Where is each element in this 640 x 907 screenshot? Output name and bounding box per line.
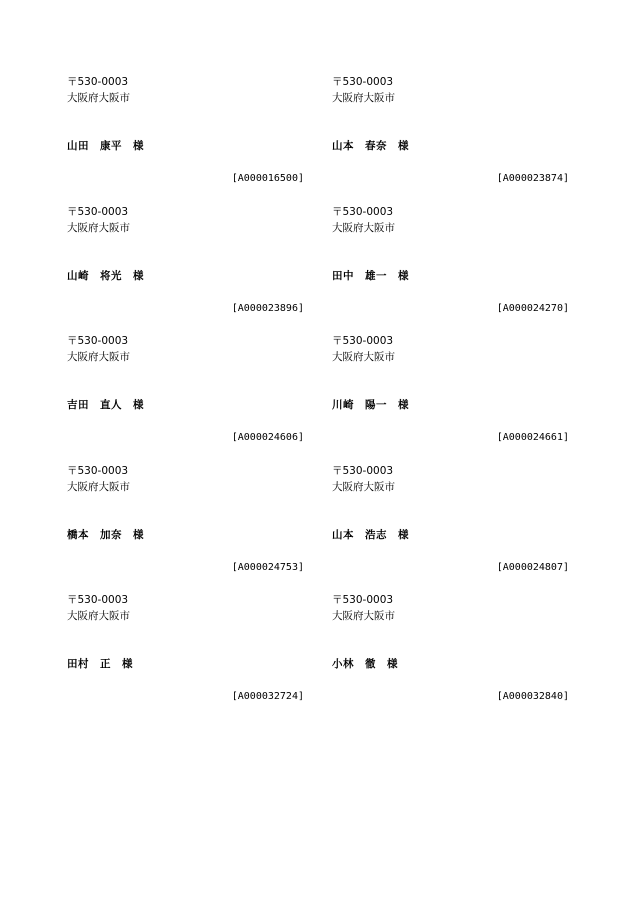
address-text: 大阪府大阪市 — [67, 351, 130, 363]
address-label — [332, 593, 569, 723]
customer-code: [A000024661] — [496, 432, 569, 443]
address-label — [332, 334, 569, 464]
postal-code: 〒530-0003 — [67, 205, 129, 218]
postal-code: 〒530-0003 — [332, 205, 394, 218]
address-text: 大阪府大阪市 — [67, 610, 130, 622]
address-label — [67, 75, 304, 205]
address-text: 大阪府大阪市 — [67, 92, 130, 104]
address-label — [67, 205, 304, 335]
recipient-name: 小林 徹 様 — [332, 658, 398, 670]
postal-code: 〒530-0003 — [67, 594, 129, 606]
postal-code: 〒530-0003 — [332, 76, 394, 88]
recipient-name: 山崎 将光 様 — [67, 269, 144, 282]
address-label — [67, 464, 304, 594]
postal-code: 〒530-0003 — [332, 594, 394, 606]
address-text: 大阪府大阪市 — [67, 221, 130, 234]
recipient-name: 山田 康平 様 — [67, 140, 144, 152]
recipient-name: 田村 正 様 — [67, 658, 133, 670]
postal-code: 〒530-0003 — [67, 76, 129, 88]
recipient-name: 吉田 直人 様 — [67, 399, 144, 411]
customer-code: [A000032724] — [231, 691, 304, 702]
postal-code: 〒530-0003 — [332, 464, 394, 477]
address-text: 大阪府大阪市 — [332, 92, 395, 104]
recipient-name: 川崎 陽一 様 — [332, 399, 409, 411]
customer-code: [A000023896] — [231, 302, 304, 314]
address-text: 大阪府大阪市 — [332, 610, 395, 622]
address-text: 大阪府大阪市 — [332, 221, 395, 234]
recipient-name: 山本 春奈 様 — [332, 140, 409, 152]
customer-code: [A000024606] — [231, 432, 304, 443]
address-label — [332, 205, 569, 335]
address-text: 大阪府大阪市 — [67, 480, 130, 493]
customer-code: [A000032840] — [496, 691, 569, 702]
customer-code: [A000024270] — [496, 302, 569, 314]
recipient-name: 田中 雄一 様 — [332, 269, 409, 282]
customer-code: [A000024807] — [496, 561, 569, 573]
customer-code: [A000024753] — [231, 561, 304, 573]
customer-code: [A000023874] — [496, 173, 569, 184]
recipient-name: 山本 浩志 様 — [332, 528, 409, 541]
label-grid — [67, 75, 597, 723]
address-label — [332, 464, 569, 594]
customer-code: [A000016500] — [231, 173, 304, 184]
address-label — [67, 593, 304, 723]
postal-code: 〒530-0003 — [332, 335, 394, 347]
address-label — [332, 75, 569, 205]
address-text: 大阪府大阪市 — [332, 351, 395, 363]
postal-code: 〒530-0003 — [67, 335, 129, 347]
address-text: 大阪府大阪市 — [332, 480, 395, 493]
address-label — [67, 334, 304, 464]
recipient-name: 橋本 加奈 様 — [67, 528, 144, 541]
postal-code: 〒530-0003 — [67, 464, 129, 477]
